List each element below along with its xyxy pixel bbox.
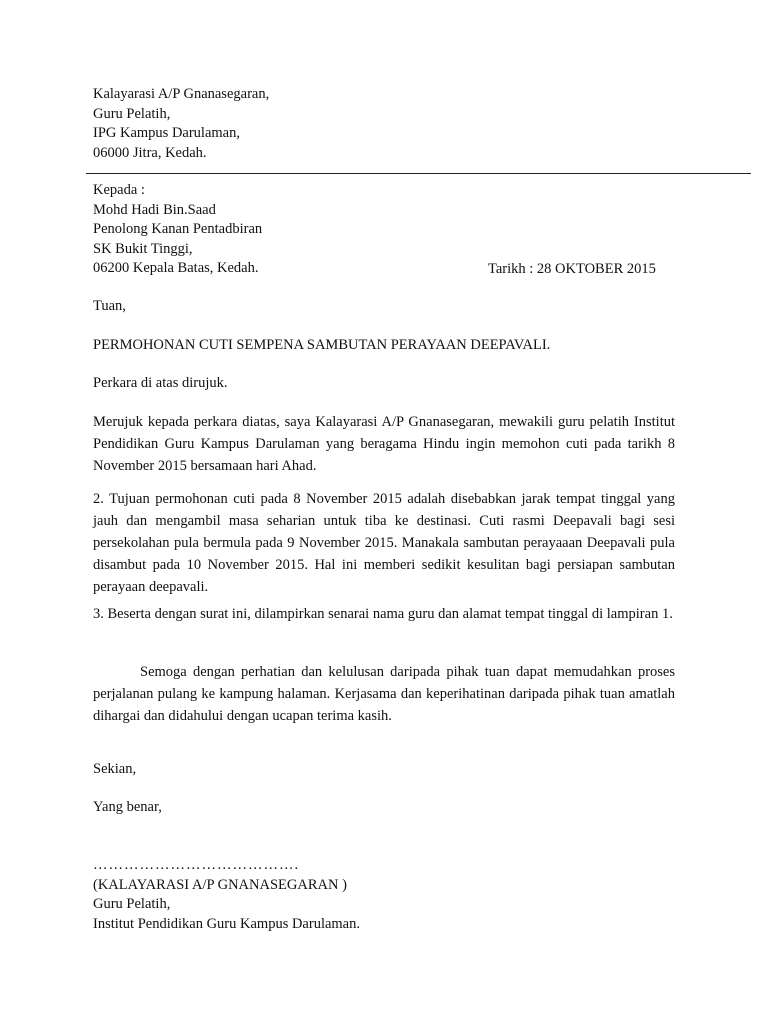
sender-postal-address: 06000 Jitra, Kedah. xyxy=(93,144,207,161)
recipient-name: Mohd Hadi Bin.Saad xyxy=(93,201,216,218)
signature-position: Guru Pelatih, xyxy=(93,896,171,912)
header-divider xyxy=(86,173,751,174)
closing-yang-benar: Yang benar, xyxy=(93,799,162,815)
subject-line: PERMOHONAN CUTI SEMPENA SAMBUTAN PERAYAAN DEEPAVALI. xyxy=(93,337,551,353)
body-paragraph-1: Merujuk kepada perkara diatas, saya Kalayarasi A/P Gnanasegaran, mewakili guru pelatih Institut Pendidikan Guru Kampus Darulaman yang beragama Hindu ingin memohon cuti pada tarikh 8 November 2015 bersamaan hari Ahad. xyxy=(93,414,675,474)
sender-address xyxy=(93,85,675,163)
body-paragraph-4: Semoga dengan perhatian dan kelulusan daripada pihak tuan dapat memudahkan proses perjalanan pulang ke kampung halaman. Kerjasama dan keperihatinan daripada pihak tuan amatlah dihargai dan didahului dengan ucapan terima kasih. xyxy=(93,664,675,724)
recipient-postal-address: 06200 Kepala Batas, Kedah. xyxy=(93,260,259,276)
letter-date: Tarikh : 28 OKTOBER 2015 xyxy=(488,261,656,277)
sender-institution: IPG Kampus Darulaman, xyxy=(93,125,240,141)
recipient-position: Penolong Kanan Pentadbiran xyxy=(93,221,263,237)
recipient-school: SK Bukit Tinggi, xyxy=(93,240,193,257)
body-paragraph-2: 2. Tujuan permohonan cuti pada 8 November 2015 adalah disebabkan jarak tempat tinggal yang jauh dan mengambil masa seharian untuk tiba ke destinasi. Cuti rasmi Deepavali bagi sesi persekolahan pula bermula pada 9 November 2015. Manakala sambutan perayaaan Deepavali pula disambut pada 10 November 2015. Hal ini memberi sedikit kesulitan bagi persiapan sambutan perayaan deepavali. xyxy=(93,491,675,595)
signature-institution: Institut Pendidikan Guru Kampus Darulaman. xyxy=(93,915,360,932)
closing-sekian: Sekian, xyxy=(93,761,137,777)
signature-block xyxy=(93,856,675,934)
sender-position: Guru Pelatih, xyxy=(93,105,171,122)
reference-line: Perkara di atas dirujuk. xyxy=(93,375,228,391)
salutation: Tuan, xyxy=(93,298,126,314)
signature-name: (KALAYARASI A/P GNANASEGARAN ) xyxy=(93,876,347,893)
sender-name: Kalayarasi A/P Gnanasegaran, xyxy=(93,86,270,102)
signature-line: …………………………………. xyxy=(93,857,300,873)
recipient-label: Kepada : xyxy=(93,182,145,198)
body-paragraph-3: 3. Beserta dengan surat ini, dilampirkan senarai nama guru dan alamat tempat tinggal di lampiran 1. xyxy=(93,606,673,622)
